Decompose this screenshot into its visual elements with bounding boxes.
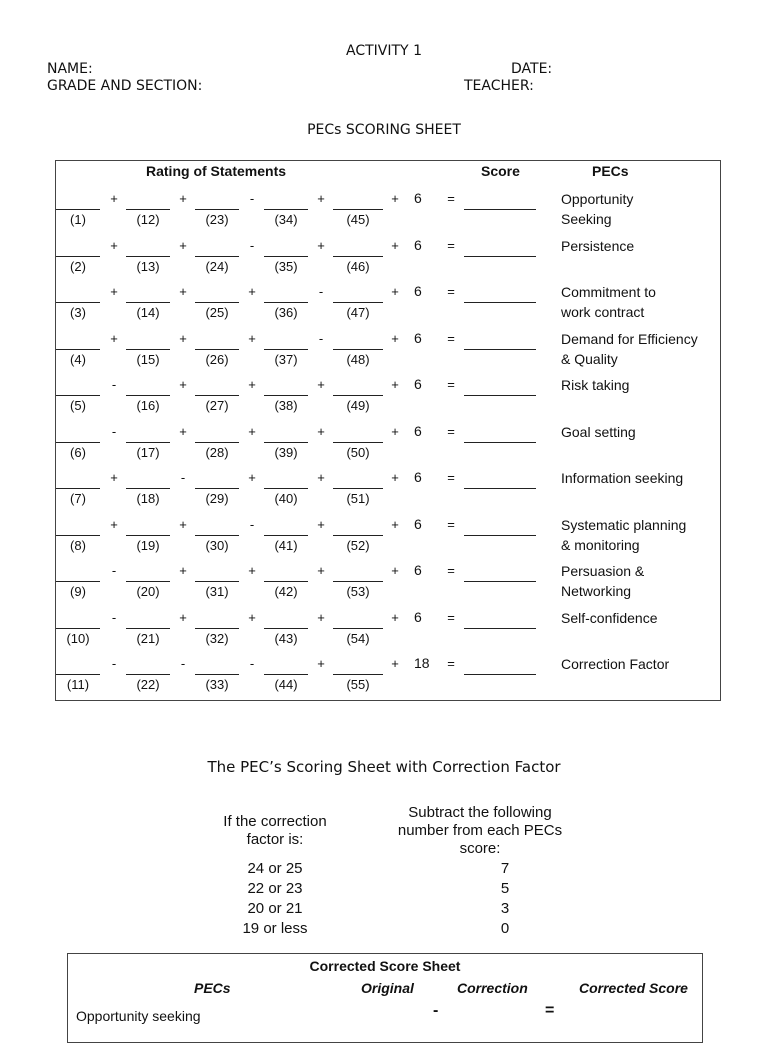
- operator-sign: +: [179, 563, 187, 578]
- statement-number: (17): [136, 444, 160, 460]
- rating-blank[interactable]: [264, 628, 308, 629]
- subtract-heading-line-1: Subtract the following: [408, 804, 552, 821]
- statement-number: (47): [346, 305, 370, 320]
- plus-sign: +: [391, 237, 399, 253]
- rating-column-header: Rating of Statements: [146, 163, 287, 179]
- rating-blank[interactable]: [195, 628, 239, 629]
- constant-value: 6: [414, 608, 422, 625]
- equals-sign: =: [447, 284, 455, 299]
- original-header: Original: [361, 980, 414, 996]
- subtract-heading-line-3: score:: [459, 840, 501, 857]
- statement-number: (18): [136, 491, 160, 506]
- statement-number: (44): [274, 677, 298, 692]
- operator-sign: -: [249, 237, 255, 253]
- rating-blank[interactable]: [264, 302, 308, 303]
- pec-label: Networking: [561, 583, 632, 599]
- rating-blank[interactable]: [333, 349, 383, 350]
- constant-value: 6: [414, 422, 422, 439]
- constant-value: 6: [414, 515, 422, 532]
- statement-number: (48): [346, 351, 370, 367]
- pec-label: work contract: [561, 304, 645, 320]
- rating-blank[interactable]: [126, 256, 170, 257]
- activity-title: ACTIVITY 1: [346, 43, 422, 59]
- score-column-header: Score: [481, 163, 520, 179]
- equals-sign: =: [447, 563, 455, 578]
- constant-value: 18: [414, 655, 430, 671]
- operator-sign: +: [179, 237, 187, 253]
- statement-number: (25): [205, 305, 229, 320]
- factor-value: 24 or 25: [247, 860, 303, 877]
- operator-sign: +: [317, 609, 325, 625]
- plus-sign: +: [391, 284, 399, 299]
- rating-blank[interactable]: [333, 256, 383, 257]
- statement-number: (22): [136, 677, 160, 692]
- pecs-column-header: PECs: [592, 163, 629, 179]
- operator-sign: +: [248, 423, 256, 439]
- statement-number: (24): [205, 258, 229, 274]
- rating-blank[interactable]: [195, 535, 239, 536]
- statement-number: (13): [136, 258, 160, 274]
- subtract-value: 3: [500, 900, 510, 917]
- rating-blank[interactable]: [195, 395, 239, 396]
- rating-blank[interactable]: [264, 535, 308, 536]
- rating-blank[interactable]: [333, 628, 383, 629]
- statement-number: (45): [346, 212, 370, 227]
- pec-label: Commitment to: [561, 284, 656, 300]
- rating-blank[interactable]: [195, 209, 239, 210]
- score-blank[interactable]: [464, 395, 536, 396]
- operator-sign: +: [110, 330, 118, 346]
- operator-sign: -: [180, 656, 186, 671]
- score-blank[interactable]: [464, 442, 536, 443]
- corrected-equals-sign: =: [545, 1002, 555, 1019]
- rating-blank[interactable]: [126, 674, 170, 675]
- operator-sign: +: [317, 237, 325, 253]
- factor-heading-line-2: factor is:: [246, 831, 304, 848]
- plus-sign: +: [391, 191, 399, 206]
- score-blank[interactable]: [464, 302, 536, 303]
- statement-number: (33): [205, 677, 229, 692]
- rating-blank[interactable]: [195, 674, 239, 675]
- operator-sign: +: [179, 284, 187, 299]
- score-blank[interactable]: [464, 581, 536, 582]
- score-blank[interactable]: [464, 209, 536, 210]
- operator-sign: -: [111, 563, 117, 578]
- constant-value: 6: [414, 376, 422, 392]
- date-label: DATE:: [511, 61, 553, 77]
- operator-sign: +: [317, 656, 325, 671]
- factor-value: 20 or 21: [247, 900, 303, 917]
- score-blank[interactable]: [464, 628, 536, 629]
- operator-sign: -: [111, 656, 117, 671]
- rating-blank[interactable]: [333, 581, 383, 582]
- rating-blank[interactable]: [333, 674, 383, 675]
- statement-number: (53): [346, 584, 370, 599]
- statement-number: (20): [136, 584, 160, 599]
- rating-blank[interactable]: [333, 488, 383, 489]
- operator-sign: +: [110, 284, 118, 299]
- statement-number: (35): [274, 258, 298, 274]
- rating-blank[interactable]: [56, 256, 100, 257]
- operator-sign: +: [110, 470, 118, 485]
- statement-number: (8): [70, 537, 86, 553]
- operator-sign: +: [179, 609, 187, 625]
- rating-blank[interactable]: [126, 628, 170, 629]
- constant-value: 6: [414, 236, 422, 253]
- rating-blank[interactable]: [333, 302, 383, 303]
- rating-blank[interactable]: [56, 349, 100, 350]
- pec-label: Opportunity: [561, 191, 634, 207]
- corrected-score-sheet: [67, 953, 703, 1043]
- pec-label: Correction Factor: [561, 656, 670, 672]
- score-blank[interactable]: [464, 256, 536, 257]
- equals-sign: =: [447, 609, 455, 625]
- statement-number: (37): [274, 351, 298, 367]
- operator-sign: +: [110, 191, 118, 206]
- rating-blank[interactable]: [195, 349, 239, 350]
- rating-blank[interactable]: [264, 349, 308, 350]
- rating-blank[interactable]: [126, 581, 170, 582]
- statement-number: (21): [136, 630, 160, 646]
- statement-number: (31): [205, 584, 229, 599]
- statement-number: (49): [346, 398, 370, 413]
- correction-header: Correction: [457, 980, 528, 996]
- operator-sign: +: [179, 330, 187, 346]
- pec-label: Information seeking: [561, 470, 684, 486]
- statement-number: (26): [205, 351, 229, 367]
- statement-number: (9): [70, 584, 86, 599]
- rating-blank[interactable]: [56, 442, 100, 443]
- rating-blank[interactable]: [264, 395, 308, 396]
- rating-blank[interactable]: [56, 209, 100, 210]
- plus-sign: +: [391, 470, 399, 485]
- operator-sign: -: [249, 656, 255, 671]
- statement-number: (29): [205, 491, 229, 506]
- statement-number: (23): [205, 212, 229, 227]
- statement-number: (55): [346, 677, 370, 692]
- rating-blank[interactable]: [195, 302, 239, 303]
- statement-number: (27): [205, 398, 229, 413]
- rating-blank[interactable]: [333, 442, 383, 443]
- factor-value: 19 or less: [242, 920, 308, 937]
- subtract-heading-line-2: number from each PECs: [397, 822, 563, 839]
- statement-number: (19): [136, 537, 160, 553]
- rating-blank[interactable]: [195, 581, 239, 582]
- operator-sign: -: [180, 470, 186, 485]
- constant-value: 6: [414, 283, 422, 299]
- statement-number: (46): [346, 258, 370, 274]
- operator-sign: -: [111, 423, 117, 439]
- statement-number: (51): [346, 491, 370, 506]
- statement-number: (7): [70, 491, 86, 506]
- rating-blank[interactable]: [333, 209, 383, 210]
- rating-blank[interactable]: [126, 209, 170, 210]
- statement-number: (43): [274, 630, 298, 646]
- operator-sign: +: [179, 516, 187, 532]
- operator-sign: +: [317, 423, 325, 439]
- operator-sign: +: [317, 191, 325, 206]
- subtract-value: 5: [500, 880, 510, 897]
- rating-blank[interactable]: [126, 349, 170, 350]
- scoring-sheet-title: PECs SCORING SHEET: [307, 122, 461, 138]
- rating-blank[interactable]: [195, 488, 239, 489]
- operator-sign: -: [111, 377, 117, 392]
- pec-label: & monitoring: [561, 536, 640, 553]
- operator-sign: +: [317, 377, 325, 392]
- score-blank[interactable]: [464, 488, 536, 489]
- operator-sign: +: [317, 563, 325, 578]
- operator-sign: -: [318, 284, 324, 299]
- corrected-minus-sign: -: [433, 1002, 439, 1019]
- pec-label: & Quality: [561, 350, 618, 367]
- statement-number: (2): [70, 258, 86, 274]
- rating-blank[interactable]: [264, 209, 308, 210]
- rating-blank[interactable]: [126, 535, 170, 536]
- subtract-value: 0: [500, 920, 510, 937]
- statement-number: (11): [66, 677, 90, 692]
- rating-blank[interactable]: [264, 256, 308, 257]
- rating-blank[interactable]: [195, 442, 239, 443]
- plus-sign: +: [391, 563, 399, 578]
- operator-sign: -: [318, 330, 324, 346]
- statement-number: (52): [346, 537, 370, 553]
- operator-sign: +: [110, 237, 118, 253]
- pec-label: Self-confidence: [561, 609, 658, 626]
- factor-value: 22 or 23: [247, 880, 303, 897]
- operator-sign: +: [248, 284, 256, 299]
- operator-sign: +: [317, 470, 325, 485]
- statement-number: (30): [205, 537, 229, 553]
- operator-sign: -: [111, 609, 117, 625]
- pec-label: Seeking: [561, 211, 612, 227]
- corrected-sheet-title: Corrected Score Sheet: [309, 958, 461, 974]
- rating-blank[interactable]: [126, 395, 170, 396]
- statement-number: (3): [70, 305, 86, 320]
- statement-number: (41): [274, 537, 298, 553]
- corrected-row-label: Opportunity seeking: [76, 1008, 201, 1024]
- rating-blank[interactable]: [56, 488, 100, 489]
- operator-sign: +: [248, 609, 256, 625]
- pecs-scoring-table: [55, 160, 721, 701]
- pec-label: Demand for Efficiency: [561, 330, 698, 347]
- constant-value: 6: [414, 190, 422, 206]
- statement-number: (12): [136, 212, 160, 227]
- corrected-pecs-header: PECs: [194, 980, 231, 996]
- teacher-label: TEACHER:: [464, 78, 534, 94]
- corrected-score-header: Corrected Score: [579, 980, 688, 996]
- name-label: NAME:: [47, 61, 93, 77]
- score-blank[interactable]: [464, 349, 536, 350]
- statement-number: (14): [136, 305, 160, 320]
- equals-sign: =: [447, 516, 455, 532]
- plus-sign: +: [391, 330, 399, 346]
- equals-sign: =: [447, 470, 455, 485]
- rating-blank[interactable]: [333, 395, 383, 396]
- plus-sign: +: [391, 423, 399, 439]
- equals-sign: =: [447, 423, 455, 439]
- rating-blank[interactable]: [126, 302, 170, 303]
- rating-blank[interactable]: [56, 628, 100, 629]
- rating-blank[interactable]: [195, 256, 239, 257]
- equals-sign: =: [447, 330, 455, 346]
- statement-number: (5): [70, 398, 86, 413]
- score-blank[interactable]: [464, 674, 536, 675]
- pec-label: Risk taking: [561, 377, 630, 393]
- plus-sign: +: [391, 377, 399, 392]
- pec-label: Systematic planning: [561, 516, 687, 533]
- operator-sign: +: [248, 563, 256, 578]
- rating-blank[interactable]: [56, 581, 100, 582]
- statement-number: (42): [274, 584, 298, 599]
- rating-blank[interactable]: [56, 674, 100, 675]
- operator-sign: -: [249, 191, 255, 206]
- rating-blank[interactable]: [264, 674, 308, 675]
- rating-blank[interactable]: [264, 581, 308, 582]
- score-blank[interactable]: [464, 535, 536, 536]
- operator-sign: +: [179, 423, 187, 439]
- rating-blank[interactable]: [264, 488, 308, 489]
- rating-blank[interactable]: [126, 488, 170, 489]
- statement-number: (6): [70, 444, 86, 460]
- operator-sign: +: [248, 377, 256, 392]
- operator-sign: +: [179, 191, 187, 206]
- subtract-value: 7: [500, 860, 510, 877]
- statement-number: (50): [346, 444, 370, 460]
- constant-value: 6: [414, 562, 422, 578]
- operator-sign: +: [179, 377, 187, 392]
- plus-sign: +: [391, 656, 399, 671]
- statement-number: (28): [205, 444, 229, 460]
- statement-number: (36): [274, 305, 298, 320]
- pec-label: Persistence: [561, 237, 635, 254]
- operator-sign: +: [110, 516, 118, 532]
- statement-number: (10): [66, 630, 90, 646]
- operator-sign: -: [249, 516, 255, 532]
- rating-blank[interactable]: [56, 302, 100, 303]
- operator-sign: +: [248, 330, 256, 346]
- equals-sign: =: [447, 377, 455, 392]
- plus-sign: +: [391, 609, 399, 625]
- statement-number: (16): [136, 398, 160, 413]
- operator-sign: +: [248, 470, 256, 485]
- plus-sign: +: [391, 516, 399, 532]
- operator-sign: +: [317, 516, 325, 532]
- pec-label: Goal setting: [561, 423, 636, 440]
- rating-blank[interactable]: [126, 442, 170, 443]
- rating-blank[interactable]: [264, 442, 308, 443]
- statement-number: (32): [205, 630, 229, 646]
- statement-number: (34): [274, 212, 298, 227]
- pec-label: Persuasion &: [561, 563, 645, 579]
- statement-number: (38): [274, 398, 298, 413]
- grade-section-label: GRADE AND SECTION:: [47, 78, 203, 94]
- factor-heading-line-1: If the correction: [223, 813, 327, 830]
- equals-sign: =: [447, 237, 455, 253]
- constant-value: 6: [414, 469, 422, 485]
- rating-blank[interactable]: [56, 535, 100, 536]
- statement-number: (39): [274, 444, 298, 460]
- rating-blank[interactable]: [333, 535, 383, 536]
- statement-number: (1): [70, 212, 86, 227]
- statement-number: (4): [70, 351, 86, 367]
- statement-number: (54): [346, 630, 370, 646]
- statement-number: (40): [274, 491, 298, 506]
- rating-blank[interactable]: [56, 395, 100, 396]
- equals-sign: =: [447, 656, 455, 671]
- correction-factor-subtitle: The PEC’s Scoring Sheet with Correction Factor: [207, 758, 561, 776]
- constant-value: 6: [414, 329, 422, 346]
- equals-sign: =: [447, 191, 455, 206]
- statement-number: (15): [136, 351, 160, 367]
